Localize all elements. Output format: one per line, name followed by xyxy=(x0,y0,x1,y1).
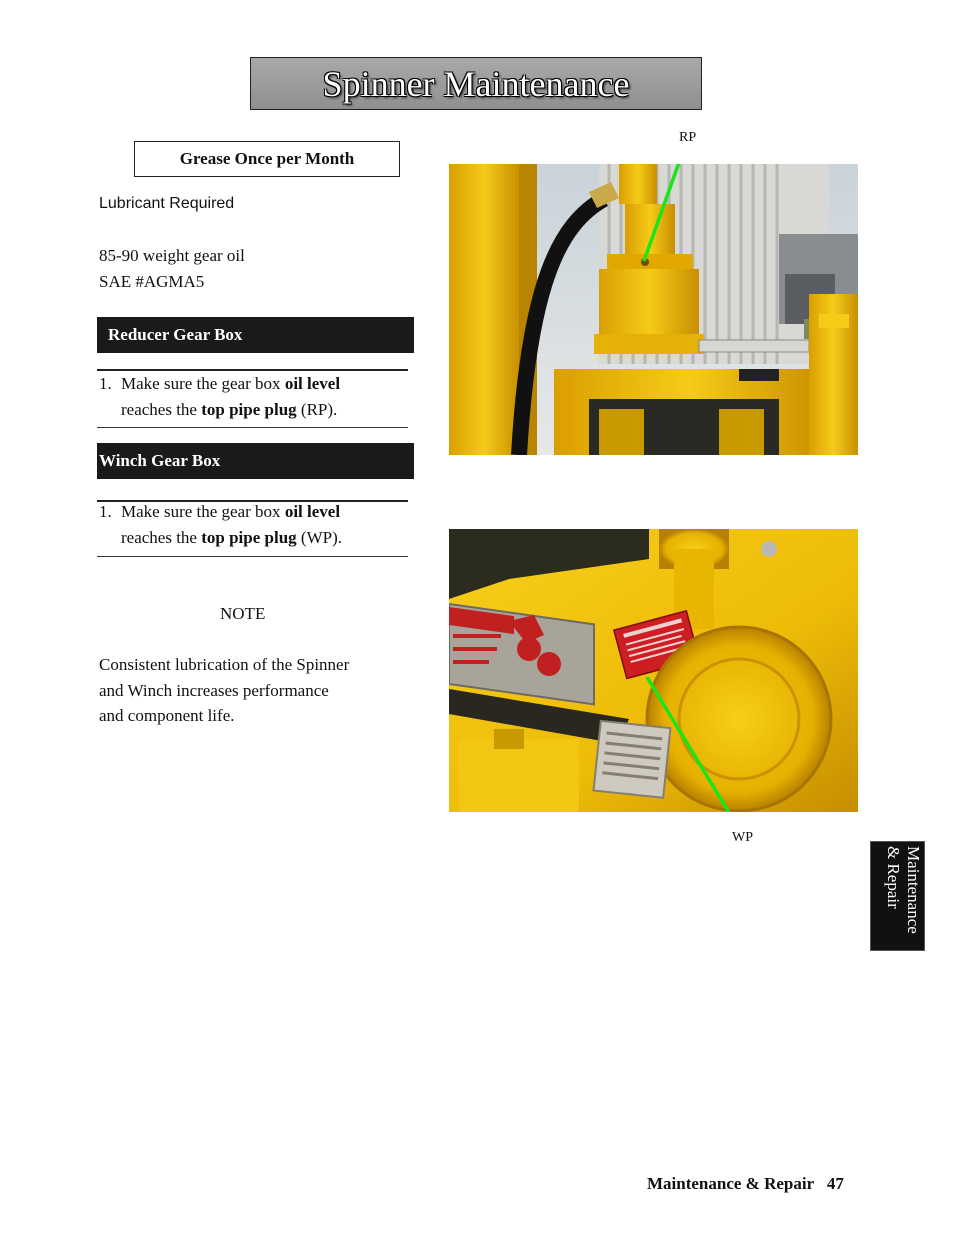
lubricant-line: SAE #AGMA5 xyxy=(99,271,205,291)
step-text: reaches the xyxy=(121,400,202,419)
footer-section: Maintenance & Repair xyxy=(647,1174,815,1193)
step-bold: oil level xyxy=(284,502,341,521)
step-number: 1. xyxy=(99,374,112,393)
side-tab-line: & Repair xyxy=(884,846,903,909)
step-bold: top pipe plug xyxy=(201,528,297,547)
step-text: reaches the xyxy=(121,528,202,547)
section-header-label: Winch Gear Box xyxy=(99,451,221,470)
step-text: Make sure the gear box xyxy=(121,374,285,393)
grease-frequency-label: Grease Once per Month xyxy=(179,149,355,168)
page-title: Spinner Maintenance xyxy=(322,63,630,104)
step-reducer xyxy=(99,371,409,423)
divider xyxy=(97,427,408,428)
step-text: (WP). xyxy=(296,528,342,547)
note-heading: NOTE xyxy=(220,604,266,623)
note-body xyxy=(99,652,349,729)
step-number: 1. xyxy=(99,502,112,521)
callout-label-rp: RP xyxy=(679,130,697,145)
lubricant-spec xyxy=(99,243,245,294)
page-title-banner xyxy=(250,57,702,110)
grease-frequency-box xyxy=(134,141,400,177)
reducer-gearbox-photo xyxy=(449,164,858,455)
winch-gearbox-photo xyxy=(449,529,858,812)
lubricant-heading: Lubricant Required xyxy=(99,195,235,212)
winch-gearbox-illustration xyxy=(449,529,858,812)
footer-page-number: 47 xyxy=(826,1174,844,1193)
page-footer xyxy=(647,1174,844,1194)
step-bold: oil level xyxy=(284,374,341,393)
note-line: and Winch increases performance xyxy=(99,680,329,700)
divider xyxy=(97,556,408,557)
lubricant-line: 85-90 weight gear oil xyxy=(99,246,245,265)
section-header-label: Reducer Gear Box xyxy=(108,325,243,344)
section-side-tab xyxy=(870,841,925,951)
step-winch xyxy=(99,499,409,551)
section-header-winch xyxy=(97,443,414,479)
side-tab-text xyxy=(879,846,923,946)
side-tab-line: Maintenance xyxy=(904,846,923,934)
callout-label-wp: WP xyxy=(732,830,753,845)
section-header-reducer xyxy=(97,317,414,353)
step-text: Make sure the gear box xyxy=(121,502,285,521)
note-line: and component life. xyxy=(99,706,235,725)
reducer-gearbox-illustration xyxy=(449,164,858,455)
note-line: Consistent lubrication of the Spinner xyxy=(99,655,350,674)
step-bold: top pipe plug xyxy=(201,400,297,419)
step-text: (RP). xyxy=(296,400,338,419)
